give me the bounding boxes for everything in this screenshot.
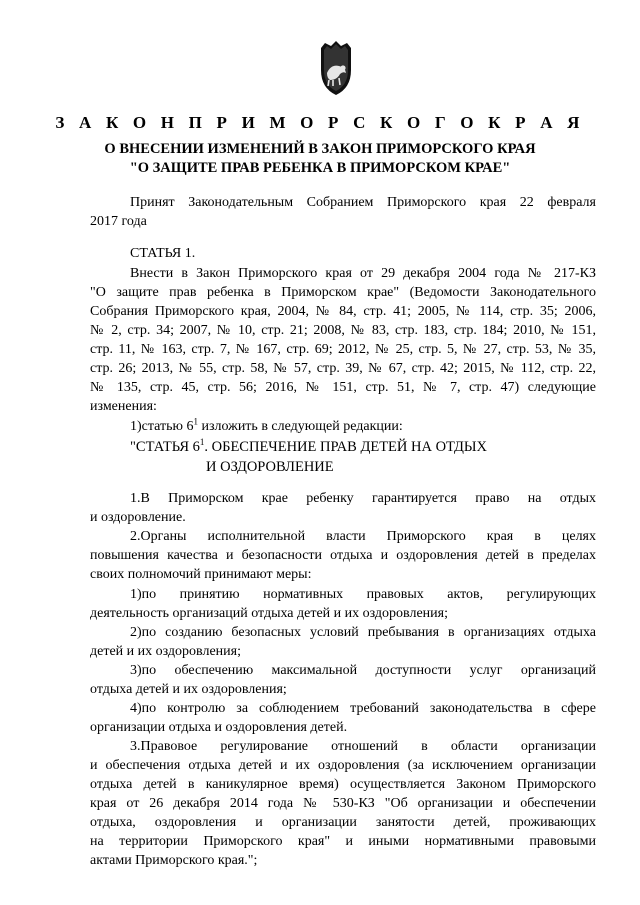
intro-line-0: Внести в Закон Приморского края от 29 декабря 2004 года № 217-КЗ (130, 266, 596, 281)
s3-line-0: 3)по обеспечению максимальной доступности услуг организаций (130, 663, 596, 678)
item-1: 1)статью $6^1$ изложить в следующей редакции: (130, 416, 403, 434)
p3-line-6: актами Приморского края."; (90, 853, 258, 868)
p2-line-1: повышения качества и безопасности отдыха и оздоровления детей в пределах (90, 548, 596, 563)
s3-line-1: отдыха детей и их оздоровления; (90, 682, 287, 697)
intro-line-3: № 2, стр. 34; 2007, № 10, стр. 21; 2008, № 83, стр. 183, стр. 184; 2010, № 151, (90, 323, 596, 338)
adopted-line-1: Принят Законодательным Собранием Приморского края 22 февраля (130, 195, 596, 210)
intro-line-4: стр. 11, № 163, стр. 7, № 167, стр. 69; 2012, № 25, стр. 5, № 27, стр. 53, № 35, (90, 342, 596, 357)
primorsky-coat-of-arms-icon (315, 40, 357, 96)
article-heading: СТАТЬЯ 1. (130, 246, 196, 261)
law-subtitle-line-1: О ВНЕСЕНИИ ИЗМЕНЕНИЙ В ЗАКОН ПРИМОРСКОГО КРАЯ (104, 141, 536, 157)
intro-line-7: изменения: (90, 399, 157, 414)
new-article-title-line-2: И ОЗДОРОВЛЕНИЕ (206, 459, 334, 475)
new-article-title-line-1: "СТАТЬЯ $6^1$. ОБЕСПЕЧЕНИЕ ПРАВ ДЕТЕЙ НА ОТДЫХ (130, 437, 487, 455)
p2-line-2: своих полномочий принимают меры: (90, 567, 312, 582)
p2-line-0: 2.Органы исполнительной власти Приморского края в целях (130, 529, 596, 544)
p3-line-1: и обеспечения отдыха детей и их оздоровления (за исключением организации (90, 758, 596, 773)
p3-line-2: отдыха детей в каникулярное время) осуществляется Законом Приморского (90, 777, 596, 792)
s2-line-0: 2)по созданию безопасных условий пребывания в организациях отдыха (130, 625, 596, 640)
law-subtitle-line-2: "О ЗАЩИТЕ ПРАВ РЕБЕНКА В ПРИМОРСКОМ КРАЕ" (129, 160, 511, 176)
s2-line-1: детей и их оздоровления; (90, 644, 241, 659)
p1-line-0: 1.В Приморском крае ребенку гарантируется право на отдых (130, 491, 596, 506)
s4-line-0: 4)по контролю за соблюдением требований законодательства в сфере (130, 701, 596, 716)
p1-line-1: и оздоровление. (90, 510, 186, 525)
s4-line-1: организации отдыха и оздоровления детей. (90, 720, 348, 735)
p3-line-5: на территории Приморского края" и иными нормативными правовыми (90, 834, 596, 849)
adopted-line-2: 2017 года (90, 214, 147, 229)
intro-line-1: "О защите прав ребенка в Приморском крае" (Ведомости Законодательного (90, 285, 596, 300)
law-title: З А К О Н П Р И М О Р С К О Г О К Р А Я (55, 113, 585, 132)
intro-line-2: Собрания Приморского края, 2004, № 84, стр. 41; 2005, № 114, стр. 35; 2006, (90, 304, 596, 319)
p3-line-3: края от 26 декабря 2014 года № 530-КЗ "Об организации и обеспечении (90, 796, 596, 811)
s1-line-0: 1)по принятию нормативных правовых актов, регулирующих (130, 587, 596, 602)
intro-line-5: стр. 26; 2013, № 55, стр. 58, № 57, стр. 39, № 67, стр. 42; 2015, № 112, стр. 22, (90, 361, 596, 376)
p3-line-4: отдыха, оздоровления и организации занятости детей, проживающих (90, 815, 596, 830)
s1-line-1: деятельность организаций отдыха детей и их оздоровления; (90, 606, 448, 621)
intro-line-6: № 135, стр. 45, стр. 56; 2016, № 151, стр. 51, № 7, стр. 47) следующие (90, 380, 596, 395)
p3-line-0: 3.Правовое регулирование отношений в области организации (130, 739, 596, 754)
